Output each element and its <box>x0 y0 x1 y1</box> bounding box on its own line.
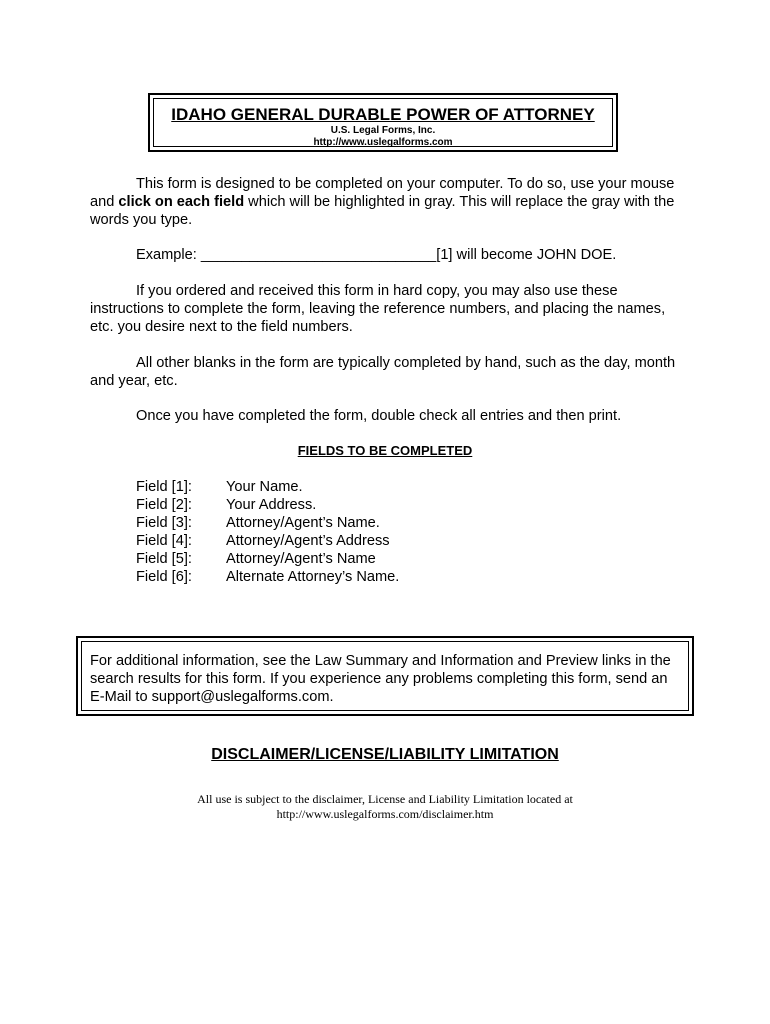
header-inner-border <box>153 98 613 147</box>
field-row <box>136 496 399 514</box>
field-label: Field [3]: <box>136 515 192 531</box>
info-box <box>76 636 694 716</box>
intro-paragraph-2: If you ordered and received this form in hard copy, you may also use these instructions to complete the form, leaving the reference numbers, and placing the names, etc. you desire next to the field numbers. <box>90 283 666 335</box>
field-value: Attorney/Agent’s Name. <box>226 515 380 531</box>
fields-heading: FIELDS TO BE COMPLETED <box>297 443 473 458</box>
intro-paragraph-3: All other blanks in the form are typically completed by hand, such as the day, month and year, etc. <box>90 355 676 389</box>
field-label: Field [2]: <box>136 497 192 513</box>
field-row <box>136 478 399 496</box>
field-row <box>136 514 399 532</box>
header-box <box>148 93 618 152</box>
intro-text-end: which will be highlighted in gray. This will replace the gray with the words you type. <box>90 194 675 228</box>
field-value: Alternate Attorney’s Name. <box>226 569 400 585</box>
document-title: IDAHO GENERAL DURABLE POWER OF ATTORNEY <box>171 105 595 124</box>
disclaimer-line-1: All use is subject to the disclaimer, License and Liability Limitation located at <box>197 792 573 806</box>
info-box-text: For additional information, see the Law Summary and Information and Preview links in the search results for this form. If you experience any problems completing this form, send an E-Mail to support@uslegalforms.com. <box>81 641 689 711</box>
field-row <box>136 532 399 550</box>
disclaimer-text <box>0 792 770 822</box>
field-label: Field [5]: <box>136 551 192 567</box>
field-label: Field [1]: <box>136 479 192 495</box>
disclaimer-line-2: http://www.uslegalforms.com/disclaimer.htm <box>276 807 494 821</box>
intro-paragraph-4: Once you have completed the form, double check all entries and then print. <box>136 408 622 424</box>
field-value: Attorney/Agent’s Name <box>226 551 376 567</box>
field-row <box>136 568 399 586</box>
company-name: U.S. Legal Forms, Inc. <box>330 125 436 136</box>
example-line: Example: _____________________________[1] will become JOHN DOE. <box>136 247 617 263</box>
intro-text-bold: click on each field <box>118 194 245 210</box>
field-label: Field [4]: <box>136 533 192 549</box>
field-list <box>136 478 399 586</box>
field-value: Attorney/Agent’s Address <box>226 533 390 549</box>
field-value: Your Address. <box>226 497 317 513</box>
field-row <box>136 550 399 568</box>
intro-text-start: This form is designed to be completed on your computer. To do so, use your mouse and <box>90 176 675 210</box>
intro-paragraph-1 <box>90 175 690 229</box>
disclaimer-title: DISCLAIMER/LICENSE/LIABILITY LIMITATION <box>211 746 559 763</box>
field-label: Field [6]: <box>136 569 192 585</box>
company-url: http://www.uslegalforms.com <box>313 137 453 148</box>
field-value: Your Name. <box>226 479 303 495</box>
